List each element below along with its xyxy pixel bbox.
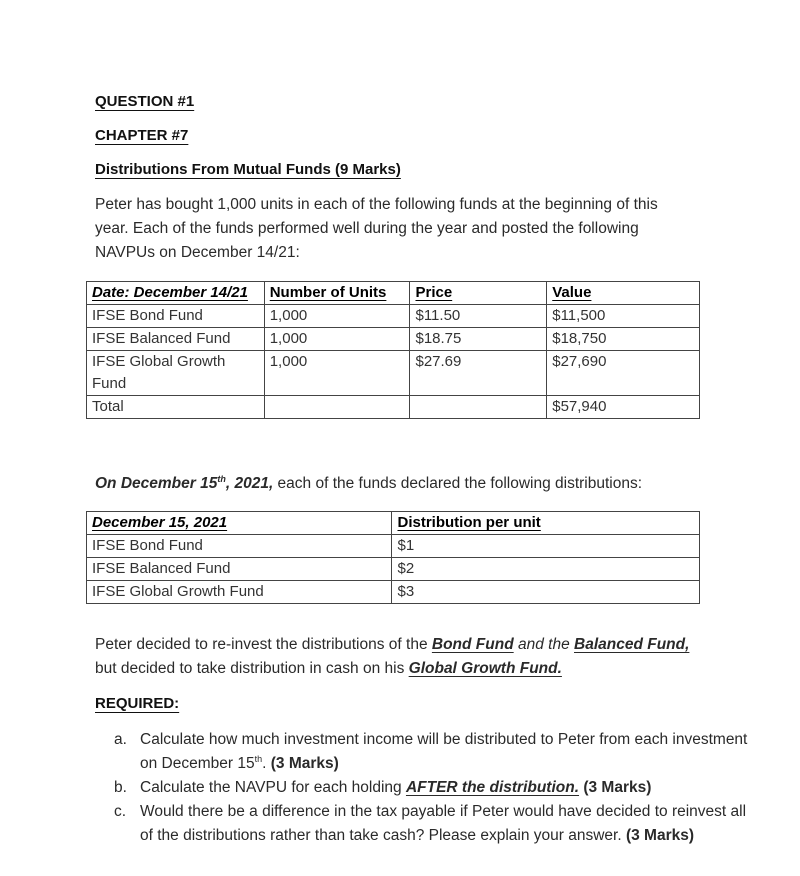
bond-fund-emphasis: Bond Fund [431,636,514,653]
col-header-units: Number of Units [264,282,410,305]
item-marker: c. [114,803,127,820]
table-row [87,328,700,351]
distribution-date: On December 15th, 2021, [95,473,274,492]
distribution-intro-text: each of the funds declared the following distributions: [273,475,643,492]
units-cell: 1,000 [264,328,410,351]
item-marker: b. [114,779,127,796]
total-value: $57,940 [547,396,700,419]
price-cell: $27.69 [410,351,547,396]
global-fund-emphasis: Global Growth Fund. [408,660,562,677]
marks-label: (3 Marks) [625,827,695,844]
fund-name: IFSE Global Growth Fund [87,581,392,604]
marks-label: (3 Marks) [583,779,652,796]
after-distribution-emphasis: AFTER the distribution. [405,779,580,796]
value-cell: $27,690 [547,351,700,396]
decision-paragraph: Peter decided to re-invest the distributions of the Bond Fund and the Balanced Fund, but decided to take distribution in cash on his Global Growth Fund. [95,636,690,677]
col-header-price: Price [410,282,547,305]
col-header-value: Value [547,282,700,305]
table-row-total [87,396,700,419]
distribution-cell: $3 [392,581,700,604]
list-item: a. Calculate how much investment income will be distributed to Peter from each investment on December 15th. (3 Marks) [140,728,750,776]
required-list [100,728,750,848]
fund-name: IFSE Bond Fund [87,305,265,328]
col-header-date: December 15, 2021 [87,512,392,535]
distribution-intro [95,472,695,496]
item-marker: a. [114,731,127,748]
fund-name: IFSE Global Growth Fund [87,351,265,396]
section-title: Distributions From Mutual Funds (9 Marks) [95,161,401,178]
distribution-cell: $1 [392,535,700,558]
question-heading: QUESTION #1 [95,93,195,110]
balanced-fund-emphasis: Balanced Fund, [574,636,690,653]
navpu-table-header [87,282,700,305]
list-item: c. Would there be a difference in the tax payable if Peter would have decided to reinvest all of the distributions rather than take cash? Please explain your answer. (3 Marks) [140,800,750,848]
table-row [87,351,700,396]
table-row [87,581,700,604]
table-row [87,558,700,581]
value-cell: $11,500 [547,305,700,328]
units-cell [264,396,410,419]
list-item: b. Calculate the NAVPU for each holding AFTER the distribution. (3 Marks) [140,776,750,800]
col-header-distribution: Distribution per unit [392,512,700,535]
fund-name: IFSE Bond Fund [87,535,392,558]
units-cell: 1,000 [264,305,410,328]
distribution-table [86,511,700,604]
distribution-cell: $2 [392,558,700,581]
required-heading: REQUIRED: [95,695,180,712]
price-cell [410,396,547,419]
col-header-date: Date: December 14/21 [87,282,265,305]
price-cell: $18.75 [410,328,547,351]
fund-name: IFSE Balanced Fund [87,328,265,351]
marks-label: (3 Marks) [270,755,339,772]
price-cell: $11.50 [410,305,547,328]
table-row [87,305,700,328]
units-cell: 1,000 [264,351,410,396]
value-cell: $18,750 [547,328,700,351]
intro-paragraph: Peter has bought 1,000 units in each of the following funds at the beginning of this year. Each of the funds performed well during the year and posted the following NAVPUs on December 14/21: [95,196,658,261]
navpu-table [86,281,700,419]
total-label: Total [87,396,265,419]
table-row [87,535,700,558]
chapter-heading: CHAPTER #7 [95,127,189,144]
distribution-table-header [87,512,700,535]
fund-name: IFSE Balanced Fund [87,558,392,581]
